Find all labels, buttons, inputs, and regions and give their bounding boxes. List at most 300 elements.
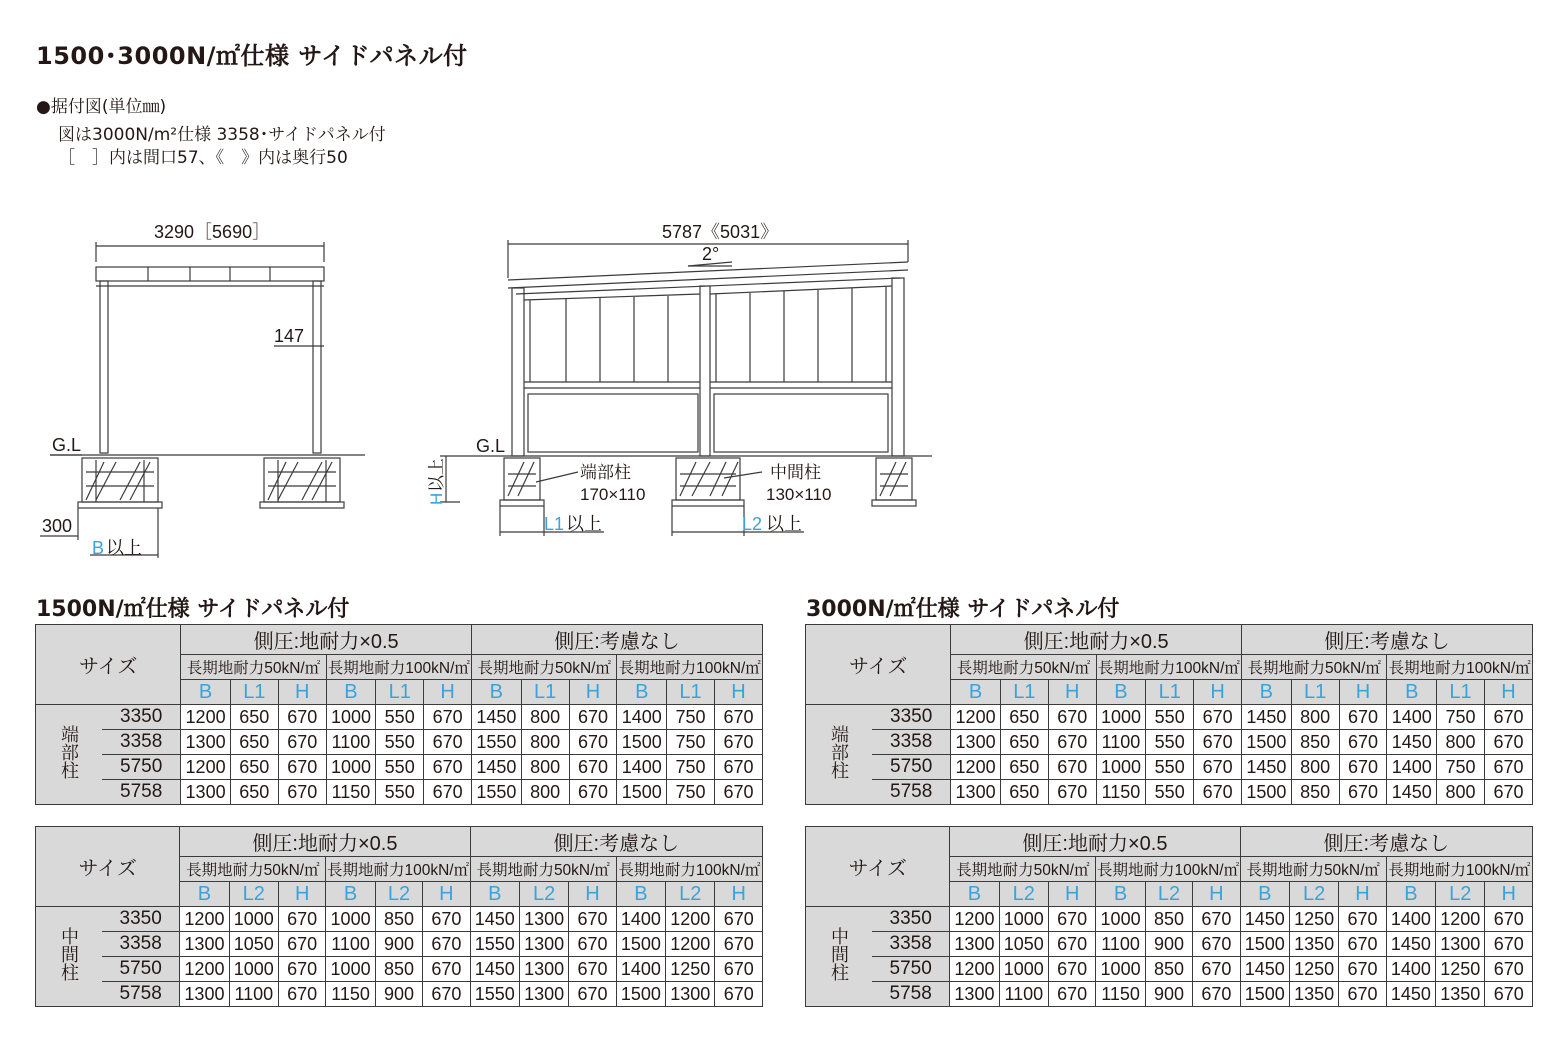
- cell-value: 670: [1048, 957, 1095, 982]
- column-header-b: B: [180, 882, 229, 907]
- cell-value: 650: [1000, 755, 1048, 780]
- roof-angle-label: 2°: [702, 244, 720, 264]
- cell-value: 670: [1194, 705, 1242, 730]
- post-category-label: [806, 705, 873, 805]
- column-header-l2: L2: [229, 882, 278, 907]
- cell-value: 1300: [666, 982, 715, 1007]
- section-title-3000: 3000N/㎡仕様 サイドパネル付: [806, 597, 1120, 622]
- cell-value: 670: [569, 755, 617, 780]
- cell-value: 670: [1339, 730, 1387, 755]
- subgroup-header-50kn: 長期地耐力50kN/㎡: [470, 857, 616, 882]
- cell-value: 1100: [1096, 730, 1146, 755]
- group-header-no-pressure: 側圧:考慮なし: [472, 625, 763, 655]
- column-header-h: H: [1484, 680, 1532, 705]
- cell-value: 800: [521, 780, 569, 805]
- cell-value: 1450: [1387, 780, 1437, 805]
- column-header-l2: L2: [519, 882, 568, 907]
- table-row: [806, 730, 1533, 755]
- cell-value: 850: [1145, 907, 1192, 932]
- size-value: 5758: [872, 780, 951, 805]
- table-row: [806, 705, 1533, 730]
- table-row: [36, 730, 763, 755]
- column-header-h: H: [1485, 882, 1533, 907]
- cell-value: 670: [1485, 957, 1533, 982]
- cell-value: 1100: [326, 932, 375, 957]
- b-dimension-suffix: 以上: [106, 538, 142, 558]
- cell-value: 800: [1291, 755, 1339, 780]
- subgroup-header-100kn: 長期地耐力100kN/㎡: [1386, 857, 1532, 882]
- cell-value: 1550: [470, 932, 519, 957]
- cell-value: 1450: [472, 755, 522, 780]
- column-header-b: B: [1242, 680, 1292, 705]
- cell-value: 670: [278, 932, 325, 957]
- installation-note-2: ［ ］内は間口57、《 》内は奥行50: [58, 148, 348, 168]
- cell-value: 1000: [999, 957, 1048, 982]
- cell-value: 670: [1048, 780, 1096, 805]
- side-ground-level-label: G.L: [476, 436, 506, 456]
- cell-value: 1300: [950, 982, 999, 1007]
- cell-value: 1400: [1387, 755, 1437, 780]
- cell-value: 1500: [1240, 982, 1289, 1007]
- column-header-h: H: [1048, 882, 1095, 907]
- cell-value: 750: [1437, 705, 1485, 730]
- cell-value: 1000: [1096, 705, 1146, 730]
- cell-value: 670: [1484, 730, 1532, 755]
- cell-value: 670: [1194, 730, 1242, 755]
- front-width-dimension: 3290［5690］: [154, 222, 271, 242]
- document-title: 1500･3000N/㎡仕様 サイドパネル付: [36, 42, 468, 70]
- l1-dimension-suffix: 以上: [566, 514, 602, 534]
- cell-value: 670: [1339, 755, 1387, 780]
- cell-value: 1500: [617, 780, 667, 805]
- end-post-size: 170×110: [580, 485, 646, 504]
- cell-value: 1000: [326, 705, 376, 730]
- cell-value: 1400: [616, 957, 665, 982]
- cell-value: 670: [424, 705, 472, 730]
- cell-value: 670: [1484, 780, 1532, 805]
- cell-value: 1300: [519, 982, 568, 1007]
- cell-value: 1300: [951, 780, 1001, 805]
- column-header-h: H: [1339, 882, 1386, 907]
- cell-value: 670: [423, 982, 470, 1007]
- cell-value: 670: [278, 705, 326, 730]
- cell-value: 900: [375, 932, 422, 957]
- cell-value: 1100: [1096, 932, 1145, 957]
- cell-value: 1150: [1096, 982, 1145, 1007]
- cell-value: 800: [1437, 730, 1485, 755]
- cell-value: 1150: [1096, 780, 1146, 805]
- cell-value: 670: [569, 957, 616, 982]
- ground-level-label: G.L: [52, 435, 82, 455]
- cell-value: 670: [423, 907, 470, 932]
- cell-value: 650: [1000, 780, 1048, 805]
- column-header-l2: L2: [666, 882, 715, 907]
- cell-value: 1200: [180, 907, 229, 932]
- cell-value: 1200: [181, 705, 231, 730]
- column-header-h: H: [1048, 680, 1096, 705]
- cell-value: 1550: [472, 780, 522, 805]
- cell-value: 1200: [950, 907, 999, 932]
- column-header-b: B: [1387, 680, 1437, 705]
- cell-value: 670: [424, 730, 472, 755]
- column-header-b: B: [1096, 680, 1146, 705]
- cell-value: 1300: [519, 907, 568, 932]
- table-row: [806, 957, 1533, 982]
- cell-value: 1400: [617, 705, 667, 730]
- size-header: サイズ: [806, 827, 950, 907]
- mid-post-label: 中間柱: [770, 463, 821, 482]
- group-header-side-pressure: 側圧:地耐力×0.5: [950, 827, 1240, 857]
- cell-value: 550: [1146, 730, 1194, 755]
- cell-value: 1200: [950, 957, 999, 982]
- cell-value: 750: [667, 755, 715, 780]
- table-1500-end-post: [35, 624, 763, 805]
- column-header-l1: L1: [1146, 680, 1194, 705]
- cell-value: 1450: [472, 705, 522, 730]
- column-header-h: H: [278, 882, 325, 907]
- subgroup-header-100kn: 長期地耐力100kN/㎡: [326, 655, 471, 680]
- cell-value: 1000: [1096, 755, 1146, 780]
- size-header: サイズ: [806, 625, 951, 705]
- cell-value: 670: [715, 957, 763, 982]
- table-row: [36, 705, 763, 730]
- post-category-text: 端部柱: [59, 725, 79, 779]
- group-header-side-pressure: 側圧:地耐力×0.5: [180, 827, 470, 857]
- column-header-b: B: [617, 680, 667, 705]
- cell-value: 670: [1339, 705, 1387, 730]
- cell-value: 550: [376, 755, 424, 780]
- subgroup-header-100kn: 長期地耐力100kN/㎡: [616, 857, 762, 882]
- cell-value: 900: [1145, 932, 1192, 957]
- subgroup-header-50kn: 長期地耐力50kN/㎡: [950, 857, 1096, 882]
- cell-value: 1150: [326, 780, 376, 805]
- size-value: 3350: [102, 705, 181, 730]
- cell-value: 1550: [472, 730, 522, 755]
- cell-value: 1250: [1436, 957, 1485, 982]
- size-value: 3350: [872, 705, 951, 730]
- table-row: [36, 982, 763, 1007]
- dimension-300: 300: [42, 516, 73, 536]
- cell-value: 1500: [1240, 932, 1289, 957]
- subgroup-header-50kn: 長期地耐力50kN/㎡: [1240, 857, 1386, 882]
- subgroup-header-50kn: 長期地耐力50kN/㎡: [472, 655, 617, 680]
- cell-value: 670: [1485, 932, 1533, 957]
- size-value: 5758: [102, 982, 180, 1007]
- size-header: サイズ: [36, 827, 180, 907]
- cell-value: 670: [1339, 957, 1386, 982]
- column-header-b: B: [1240, 882, 1289, 907]
- table-row: [806, 755, 1533, 780]
- column-header-h: H: [569, 882, 616, 907]
- cell-value: 1300: [180, 932, 229, 957]
- cell-value: 670: [1193, 982, 1240, 1007]
- table-row: [806, 982, 1533, 1007]
- column-header-h: H: [715, 882, 763, 907]
- post-category-label: [36, 705, 103, 805]
- table-row: [36, 780, 763, 805]
- cell-value: 670: [714, 780, 762, 805]
- cell-value: 1200: [181, 755, 231, 780]
- size-header: サイズ: [36, 625, 181, 705]
- cell-value: 670: [278, 957, 325, 982]
- cell-value: 1300: [181, 780, 231, 805]
- cell-value: 1000: [326, 907, 375, 932]
- column-header-b: B: [181, 680, 231, 705]
- l2-dimension-label: L2: [742, 514, 763, 534]
- column-header-h: H: [423, 882, 470, 907]
- table-row: [806, 907, 1533, 932]
- column-header-l1: L1: [1291, 680, 1339, 705]
- cell-value: 670: [714, 705, 762, 730]
- cell-value: 750: [1437, 755, 1485, 780]
- h-dimension-label: H: [427, 492, 446, 505]
- cell-value: 800: [1291, 705, 1339, 730]
- b-dimension-label: B: [92, 538, 105, 558]
- cell-value: 650: [230, 780, 278, 805]
- cell-value: 1050: [229, 932, 278, 957]
- cell-value: 1300: [181, 730, 231, 755]
- cell-value: 1250: [666, 957, 715, 982]
- size-value: 3358: [872, 932, 950, 957]
- cell-value: 850: [1145, 957, 1192, 982]
- cell-value: 900: [375, 982, 422, 1007]
- cell-value: 1300: [180, 982, 229, 1007]
- group-header-side-pressure: 側圧:地耐力×0.5: [181, 625, 472, 655]
- size-value: 5758: [872, 982, 950, 1007]
- cell-value: 670: [1048, 907, 1095, 932]
- cell-value: 1450: [1240, 957, 1289, 982]
- column-header-h: H: [569, 680, 617, 705]
- cell-value: 670: [1048, 982, 1095, 1007]
- cell-value: 670: [278, 730, 326, 755]
- table-row: [36, 907, 763, 932]
- cell-value: 1350: [1436, 982, 1485, 1007]
- cell-value: 750: [667, 730, 715, 755]
- column-header-h: H: [714, 680, 762, 705]
- cell-value: 670: [569, 982, 616, 1007]
- cell-value: 1100: [999, 982, 1048, 1007]
- column-header-b: B: [470, 882, 519, 907]
- size-value: 5750: [872, 755, 951, 780]
- cell-value: 1450: [470, 907, 519, 932]
- post-category-text: 端部柱: [829, 725, 849, 779]
- cell-value: 670: [715, 907, 763, 932]
- subgroup-header-100kn: 長期地耐力100kN/㎡: [326, 857, 470, 882]
- cell-value: 650: [230, 705, 278, 730]
- cell-value: 670: [714, 730, 762, 755]
- side-depth-dimension: 5787《5031》: [662, 222, 779, 242]
- l1-dimension-label: L1: [544, 514, 565, 534]
- cell-value: 670: [278, 780, 326, 805]
- cell-value: 670: [1194, 780, 1242, 805]
- size-value: 3358: [102, 730, 181, 755]
- cell-value: 670: [1048, 730, 1096, 755]
- column-header-l1: L1: [1000, 680, 1048, 705]
- cell-value: 1300: [519, 932, 568, 957]
- cell-value: 850: [375, 907, 422, 932]
- cell-value: 1200: [1436, 907, 1485, 932]
- cell-value: 670: [569, 907, 616, 932]
- cell-value: 1200: [951, 705, 1001, 730]
- table-row: [36, 957, 763, 982]
- column-header-l1: L1: [667, 680, 715, 705]
- cell-value: 670: [569, 780, 617, 805]
- column-header-b: B: [326, 680, 376, 705]
- table-row: [36, 932, 763, 957]
- size-value: 3358: [872, 730, 951, 755]
- cell-value: 1400: [1387, 705, 1437, 730]
- size-value: 5750: [102, 957, 180, 982]
- cell-value: 670: [714, 755, 762, 780]
- cell-value: 670: [1193, 907, 1240, 932]
- cell-value: 670: [1048, 705, 1096, 730]
- size-value: 3350: [102, 907, 180, 932]
- cell-value: 670: [1484, 705, 1532, 730]
- size-value: 5758: [102, 780, 181, 805]
- size-value: 3350: [872, 907, 950, 932]
- cell-value: 670: [278, 755, 326, 780]
- cell-value: 1500: [1242, 780, 1292, 805]
- cell-value: 1000: [999, 907, 1048, 932]
- column-header-l1: L1: [521, 680, 569, 705]
- cell-value: 1150: [326, 982, 375, 1007]
- cell-value: 1500: [616, 982, 665, 1007]
- cell-value: 750: [667, 780, 715, 805]
- cell-value: 670: [569, 932, 616, 957]
- column-header-h: H: [424, 680, 472, 705]
- table-1500-mid-post: [35, 826, 763, 1007]
- cell-value: 1250: [1289, 957, 1338, 982]
- cell-value: 670: [1194, 755, 1242, 780]
- mid-post-size: 130×110: [766, 485, 832, 504]
- cell-value: 1000: [1096, 957, 1145, 982]
- cell-value: 670: [1485, 907, 1533, 932]
- cell-value: 1500: [616, 932, 665, 957]
- column-header-h: H: [1194, 680, 1242, 705]
- cell-value: 800: [521, 705, 569, 730]
- cell-value: 670: [1048, 932, 1095, 957]
- cell-value: 670: [423, 932, 470, 957]
- subgroup-header-50kn: 長期地耐力50kN/㎡: [180, 857, 326, 882]
- cell-value: 1450: [1240, 907, 1289, 932]
- cell-value: 1300: [519, 957, 568, 982]
- cell-value: 1250: [1289, 907, 1338, 932]
- column-header-h: H: [278, 680, 326, 705]
- cell-value: 550: [1146, 755, 1194, 780]
- group-header-no-pressure: 側圧:考慮なし: [470, 827, 762, 857]
- side-elevation-drawing: [420, 210, 950, 550]
- cell-value: 850: [1291, 730, 1339, 755]
- cell-value: 670: [1485, 982, 1533, 1007]
- cell-value: 1500: [617, 730, 667, 755]
- table-3000-mid-post: [805, 826, 1533, 1007]
- cell-value: 1200: [951, 755, 1001, 780]
- table-row: [36, 755, 763, 780]
- header-row-group: [806, 625, 1533, 655]
- header-row-group: [806, 827, 1533, 857]
- cell-value: 1000: [326, 755, 376, 780]
- cell-value: 670: [1339, 780, 1387, 805]
- cell-value: 1450: [1387, 730, 1437, 755]
- column-header-l2: L2: [1145, 882, 1192, 907]
- column-header-l1: L1: [230, 680, 278, 705]
- size-value: 5750: [872, 957, 950, 982]
- cell-value: 750: [667, 705, 715, 730]
- cell-value: 1450: [1386, 932, 1435, 957]
- column-header-l2: L2: [1436, 882, 1485, 907]
- cell-value: 800: [1437, 780, 1485, 805]
- post-category-label: [36, 907, 103, 1007]
- cell-value: 1400: [1386, 957, 1435, 982]
- installation-heading: ●据付図(単位㎜): [36, 97, 167, 117]
- header-row-group: [36, 827, 763, 857]
- cell-value: 1300: [951, 730, 1001, 755]
- table-row: [806, 932, 1533, 957]
- cell-value: 1350: [1289, 932, 1338, 957]
- cell-value: 800: [521, 730, 569, 755]
- cell-value: 1100: [229, 982, 278, 1007]
- cell-value: 1000: [1096, 907, 1145, 932]
- cell-value: 550: [1146, 705, 1194, 730]
- size-value: 3358: [102, 932, 180, 957]
- cell-value: 850: [375, 957, 422, 982]
- cell-value: 550: [376, 705, 424, 730]
- cell-value: 670: [715, 932, 763, 957]
- column-header-l1: L1: [1437, 680, 1485, 705]
- column-header-l2: L2: [999, 882, 1048, 907]
- subgroup-header-100kn: 長期地耐力100kN/㎡: [1096, 857, 1240, 882]
- cell-value: 670: [424, 755, 472, 780]
- cell-value: 670: [569, 730, 617, 755]
- column-header-b: B: [472, 680, 522, 705]
- cell-value: 1000: [229, 907, 278, 932]
- cell-value: 650: [1000, 730, 1048, 755]
- front-elevation-drawing: [30, 210, 380, 570]
- cell-value: 1450: [1242, 705, 1292, 730]
- cell-value: 1000: [326, 957, 375, 982]
- cell-value: 670: [1193, 957, 1240, 982]
- cell-value: 670: [1339, 982, 1386, 1007]
- cell-value: 650: [1000, 705, 1048, 730]
- cell-value: 670: [1048, 755, 1096, 780]
- cell-value: 670: [424, 780, 472, 805]
- header-row-group: [36, 625, 763, 655]
- cell-value: 670: [423, 957, 470, 982]
- column-header-b: B: [616, 882, 665, 907]
- column-header-b: B: [950, 882, 999, 907]
- column-header-h: H: [1193, 882, 1240, 907]
- cell-value: 1450: [470, 957, 519, 982]
- cell-value: 1400: [617, 755, 667, 780]
- column-header-l1: L1: [376, 680, 424, 705]
- post-category-text: 中間柱: [59, 927, 79, 981]
- post-category-label: [806, 907, 873, 1007]
- cell-value: 1450: [1242, 755, 1292, 780]
- subgroup-header-50kn: 長期地耐力50kN/㎡: [181, 655, 326, 680]
- post-category-text: 中間柱: [829, 927, 849, 981]
- cell-value: 650: [230, 755, 278, 780]
- cell-value: 1500: [1242, 730, 1292, 755]
- cell-value: 1450: [1386, 982, 1435, 1007]
- table-row: [806, 780, 1533, 805]
- cell-value: 670: [1339, 907, 1386, 932]
- column-header-l2: L2: [375, 882, 422, 907]
- cell-value: 550: [376, 730, 424, 755]
- column-header-b: B: [1386, 882, 1435, 907]
- cell-value: 1050: [999, 932, 1048, 957]
- cell-value: 900: [1145, 982, 1192, 1007]
- cell-value: 670: [278, 982, 325, 1007]
